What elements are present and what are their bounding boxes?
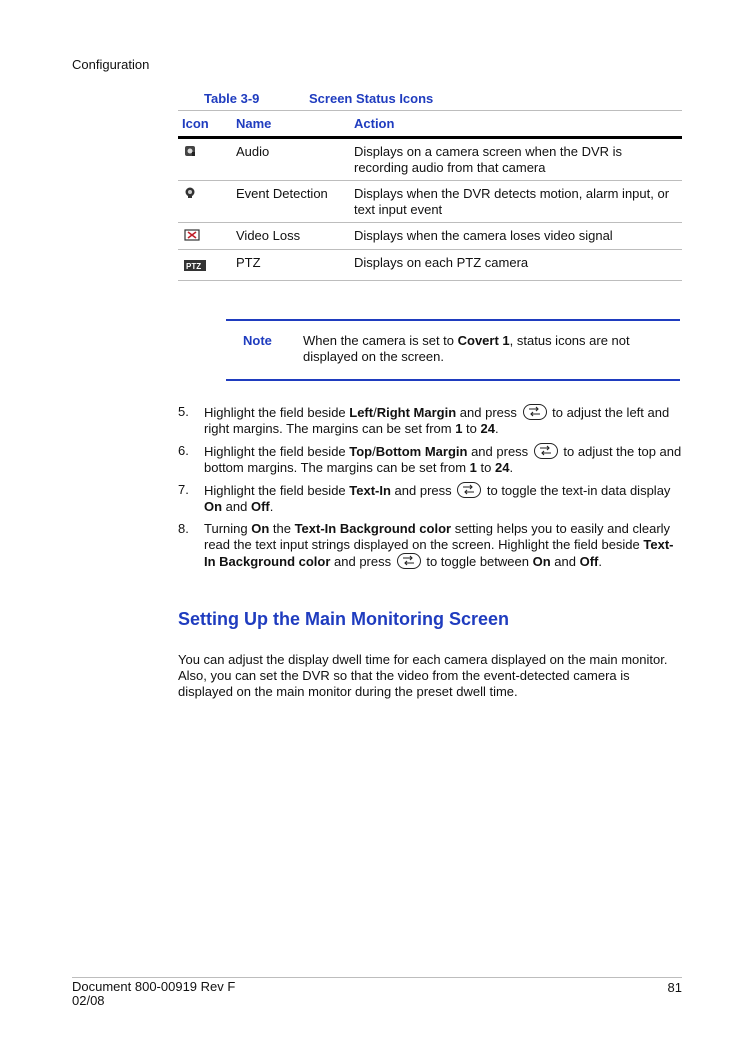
- table-row: [178, 181, 682, 223]
- list-item: [178, 521, 682, 573]
- footer-rule: [72, 977, 682, 978]
- page-number: 81: [667, 980, 682, 995]
- list-item: [178, 404, 682, 438]
- note-top-rule: [226, 319, 680, 321]
- running-header: Configuration: [72, 57, 150, 72]
- list-item: [178, 443, 682, 477]
- audio-icon: [184, 145, 196, 161]
- row-name: Audio: [236, 144, 270, 159]
- svg-text:PTZ: PTZ: [186, 262, 202, 271]
- enter-key-icon: [534, 443, 558, 459]
- section-heading: Setting Up the Main Monitoring Screen: [178, 609, 510, 629]
- status-icons-table: [178, 110, 682, 281]
- step-number: 5.: [178, 404, 189, 419]
- table-header-row: [178, 111, 682, 139]
- column-header-action: Action: [354, 116, 395, 131]
- column-header-name: Name: [236, 116, 272, 131]
- enter-key-icon: [523, 404, 547, 420]
- note-bottom-rule: [226, 379, 680, 381]
- step-text: Highlight the field beside Text-In and press to toggle the text-in data display On and Off.: [204, 483, 671, 514]
- table-row: [178, 139, 682, 181]
- table-caption-title: Screen Status Icons: [309, 91, 434, 106]
- row-action: Displays when the DVR detects motion, alarm input, or text input event: [354, 186, 670, 217]
- row-action: Displays on each PTZ camera: [354, 255, 529, 270]
- column-header-icon: Icon: [182, 116, 209, 131]
- step-text: Turning On the Text-In Background color setting helps you to easily and clearly read the text input strings displayed on the screen. Highlight the field beside Text-In Background color and press to toggle between On and Off.: [204, 521, 674, 569]
- list-item: [178, 482, 682, 516]
- footer-doc-number: Document 800-00919 Rev F: [72, 979, 236, 994]
- step-number: 8.: [178, 521, 189, 536]
- row-name: PTZ: [236, 255, 261, 270]
- footer-document-info: [72, 980, 235, 1008]
- ptz-icon: [184, 259, 206, 275]
- table-row: [178, 223, 682, 250]
- section-paragraph: You can adjust the display dwell time for each camera displayed on the main monitor. Also, you can set the DVR so that the video from the event-detected camera is displayed on the main monitor during the preset dwell time.: [178, 652, 668, 699]
- note-text: When the camera is set to Covert 1, status icons are not displayed on the screen.: [303, 333, 630, 364]
- row-name: Video Loss: [236, 228, 301, 243]
- step-text: Highlight the field beside Left/Right Margin and press to adjust the left and right margins. The margins can be set from 1 to 24.: [204, 405, 670, 436]
- enter-key-icon: [397, 553, 421, 569]
- step-number: 6.: [178, 443, 189, 458]
- table-caption-label: Table 3-9: [204, 91, 260, 106]
- table-row: [178, 250, 682, 281]
- event-detection-icon: [184, 187, 196, 203]
- note-label: Note: [243, 333, 272, 348]
- row-action: Displays on a camera screen when the DVR is recording audio from that camera: [354, 144, 623, 175]
- row-action: Displays when the camera loses video signal: [354, 228, 613, 243]
- row-name: Event Detection: [236, 186, 328, 201]
- video-loss-icon: [184, 229, 200, 245]
- step-number: 7.: [178, 482, 189, 497]
- enter-key-icon: [457, 482, 481, 498]
- footer-doc-date: 02/08: [72, 993, 105, 1008]
- step-text: Highlight the field beside Top/Bottom Margin and press to adjust the top and bottom margins. The margins can be set from 1 to 24.: [204, 444, 682, 475]
